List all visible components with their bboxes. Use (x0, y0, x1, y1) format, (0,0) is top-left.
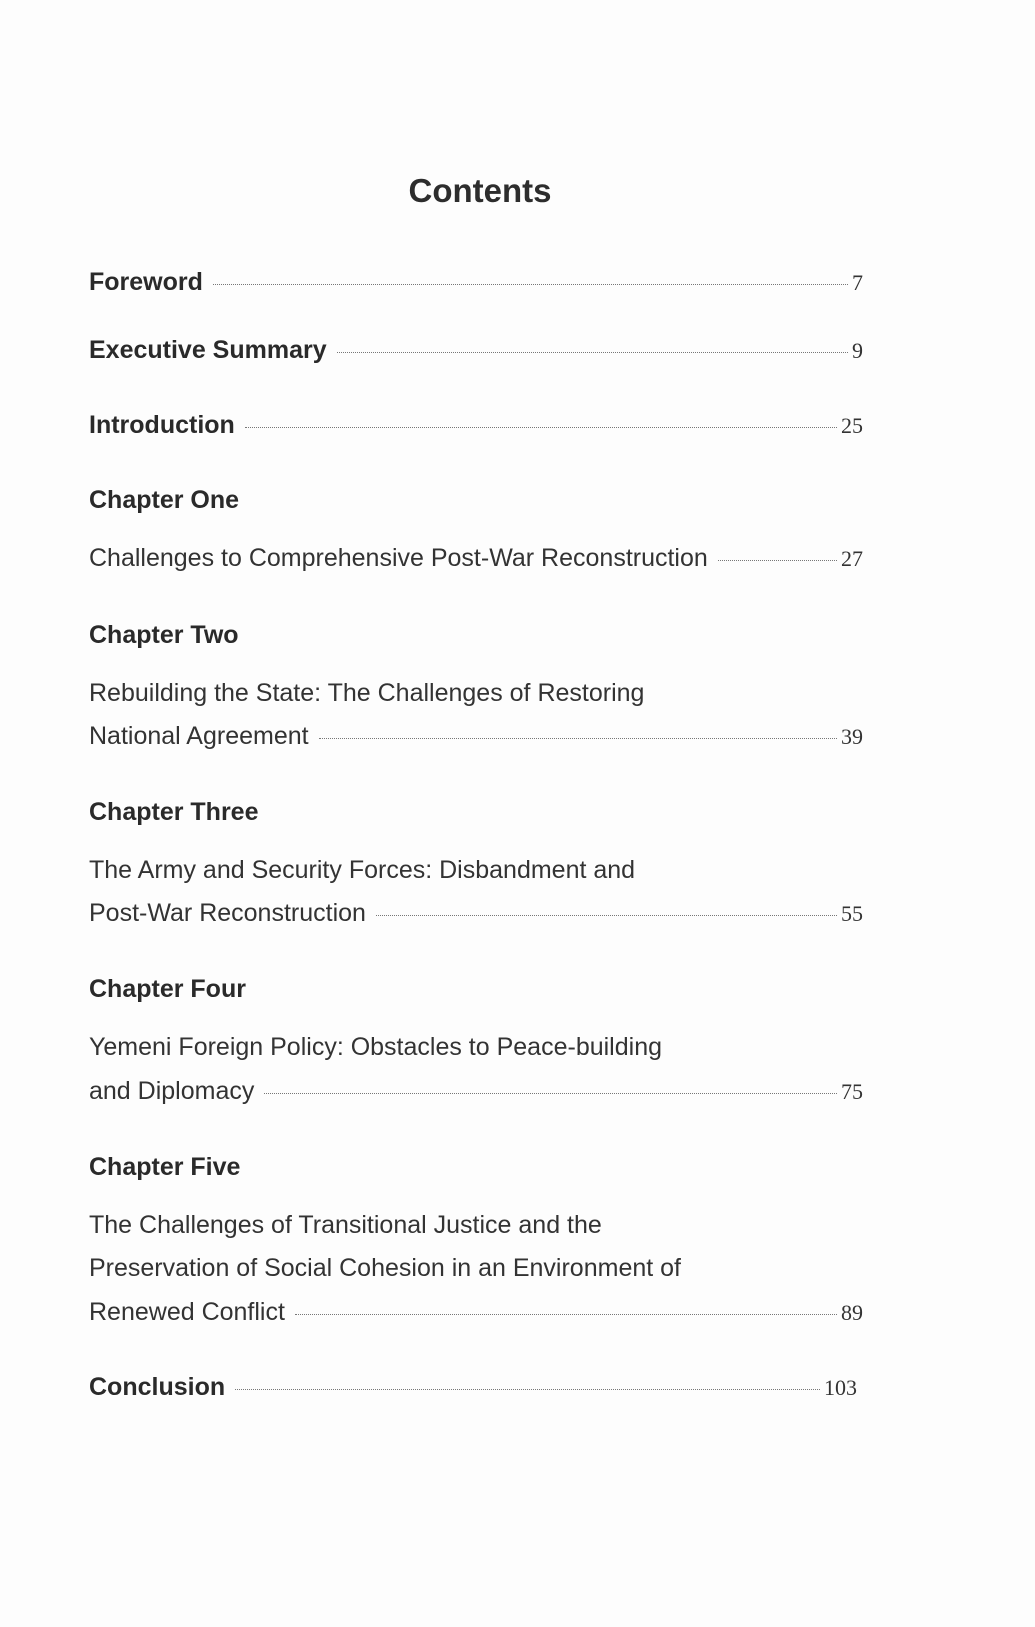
toc-page-number: 9 (852, 338, 863, 363)
chapter-title-line: and Diplomacy (89, 1077, 255, 1105)
dot-leader (235, 1389, 820, 1390)
toc-page-number: 39 (841, 724, 863, 749)
toc-page-number: 55 (841, 901, 863, 926)
toc-entry-label: Conclusion (89, 1373, 226, 1401)
toc-entry-chapter-one[interactable] (89, 544, 863, 573)
dot-leader (295, 1314, 837, 1315)
dot-leader (319, 738, 837, 739)
chapter-title: Challenges to Comprehensive Post-War Reconstruction (89, 544, 708, 572)
page-title: Contents (408, 172, 552, 209)
toc-page-number: 75 (841, 1079, 863, 1104)
dot-leader (264, 1093, 837, 1094)
dot-leader (337, 352, 848, 353)
toc-entry-label: Executive Summary (89, 336, 327, 364)
chapter-title-line: National Agreement (89, 722, 309, 750)
dot-leader (245, 427, 837, 428)
toc-entry-chapter-two[interactable] (89, 722, 863, 751)
chapter-title-line: The Challenges of Transitional Justice and the (89, 1211, 602, 1239)
chapter-title-line: Post-War Reconstruction (89, 899, 366, 927)
toc-entry-chapter-three[interactable] (89, 899, 863, 928)
dot-leader (718, 560, 837, 561)
toc-page-number: 25 (841, 413, 863, 438)
toc-entry-label: Introduction (89, 411, 235, 439)
chapter-title-line: The Army and Security Forces: Disbandment and (89, 856, 636, 884)
toc-entry-conclusion[interactable] (89, 1373, 857, 1402)
toc-page-number: 27 (841, 546, 863, 571)
chapter-one-heading: Chapter One (89, 486, 240, 514)
toc-entry-introduction[interactable] (89, 411, 863, 440)
toc-page-number: 89 (841, 1300, 863, 1325)
dot-leader (376, 915, 837, 916)
chapter-two-heading: Chapter Two (89, 621, 239, 649)
dot-leader (213, 284, 848, 285)
chapter-title-line: Renewed Conflict (89, 1298, 285, 1326)
chapter-three-heading: Chapter Three (89, 798, 259, 826)
toc-entry-label: Foreword (89, 268, 203, 296)
chapter-four-heading: Chapter Four (89, 975, 246, 1003)
chapter-title-line: Preservation of Social Cohesion in an Environment of (89, 1254, 681, 1282)
chapter-five-heading: Chapter Five (89, 1153, 241, 1181)
toc-page-number: 7 (852, 270, 863, 295)
toc-entry-executive-summary[interactable] (89, 336, 863, 365)
toc-entry-chapter-four[interactable] (89, 1077, 863, 1106)
toc-entry-chapter-five[interactable] (89, 1298, 863, 1327)
toc-page-number: 103 (824, 1375, 857, 1400)
toc-entry-foreword[interactable] (89, 268, 863, 297)
chapter-title-line: Yemeni Foreign Policy: Obstacles to Peace-building (89, 1033, 662, 1061)
chapter-title-line: Rebuilding the State: The Challenges of Restoring (89, 679, 645, 707)
